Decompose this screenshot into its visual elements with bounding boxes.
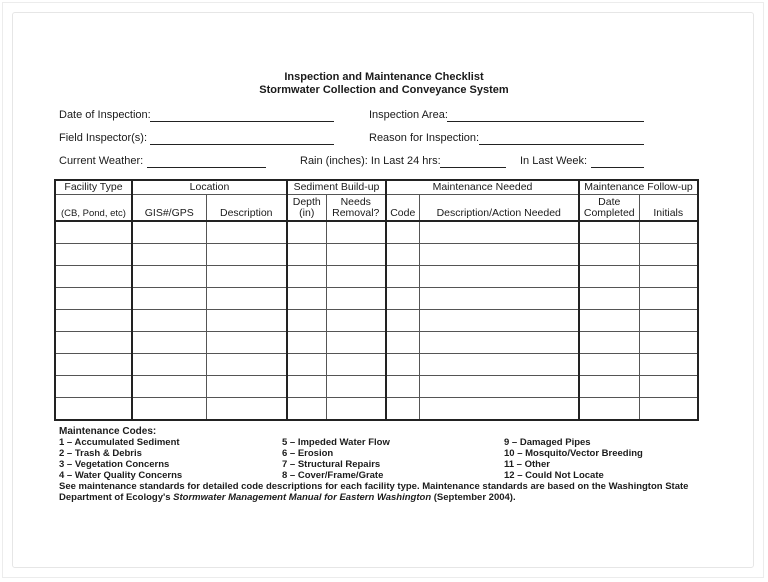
cell-initials[interactable] <box>639 376 698 398</box>
cell-facility-type[interactable] <box>55 332 132 354</box>
cell-code[interactable] <box>386 398 419 421</box>
code-item: 12 – Could Not Locate <box>504 470 604 481</box>
cell-needs-removal[interactable] <box>326 398 386 421</box>
code-item: 7 – Structural Repairs <box>282 459 381 470</box>
cell-code[interactable] <box>386 221 419 244</box>
table-row <box>55 376 698 398</box>
cell-needs-removal[interactable] <box>326 376 386 398</box>
table-row <box>55 398 698 421</box>
cell-depth[interactable] <box>287 266 326 288</box>
code-item: 11 – Other <box>504 459 550 470</box>
cell-description-action[interactable] <box>419 244 579 266</box>
document-title: Inspection and Maintenance Checklist <box>284 71 484 83</box>
cell-facility-type[interactable] <box>55 221 132 244</box>
cell-depth[interactable] <box>287 376 326 398</box>
cell-date-completed[interactable] <box>579 398 639 421</box>
inspection-area-field[interactable] <box>447 121 644 122</box>
header-facility-type: Facility Type <box>55 180 132 195</box>
cell-location-description[interactable] <box>206 376 287 398</box>
cell-gis-gps[interactable] <box>132 398 206 421</box>
cell-gis-gps[interactable] <box>132 288 206 310</box>
cell-location-description[interactable] <box>206 266 287 288</box>
header-sediment-build-up: Sediment Build-up <box>287 180 386 195</box>
cell-facility-type[interactable] <box>55 244 132 266</box>
cell-date-completed[interactable] <box>579 288 639 310</box>
cell-location-description[interactable] <box>206 221 287 244</box>
cell-gis-gps[interactable] <box>132 266 206 288</box>
rain-last-24-field[interactable] <box>440 167 506 168</box>
code-item: 2 – Trash & Debris <box>59 448 142 459</box>
cell-initials[interactable] <box>639 244 698 266</box>
field-inspectors-field[interactable] <box>150 144 334 145</box>
cell-initials[interactable] <box>639 221 698 244</box>
cell-date-completed[interactable] <box>579 244 639 266</box>
cell-initials[interactable] <box>639 310 698 332</box>
cell-initials[interactable] <box>639 288 698 310</box>
cell-initials[interactable] <box>639 354 698 376</box>
cell-date-completed[interactable] <box>579 354 639 376</box>
inspection-area-label: Inspection Area: <box>369 109 448 121</box>
header-maintenance-needed: Maintenance Needed <box>386 180 579 195</box>
note-line-2 <box>59 492 699 503</box>
current-weather-label: Current Weather: <box>59 155 144 167</box>
cell-needs-removal[interactable] <box>326 332 386 354</box>
maintenance-codes-section <box>59 426 689 503</box>
col-gis-gps: GIS#/GPS <box>132 195 206 222</box>
current-weather-field[interactable] <box>147 167 266 168</box>
cell-facility-type[interactable] <box>55 288 132 310</box>
cell-description-action[interactable] <box>419 310 579 332</box>
table-row <box>55 332 698 354</box>
cell-location-description[interactable] <box>206 288 287 310</box>
col-depth: Depth (in) <box>287 195 326 222</box>
cell-needs-removal[interactable] <box>326 266 386 288</box>
table-row <box>55 310 698 332</box>
codes-column-2 <box>282 437 390 481</box>
cell-gis-gps[interactable] <box>132 310 206 332</box>
cell-needs-removal[interactable] <box>326 310 386 332</box>
rain-last-24-label: Rain (inches): In Last 24 hrs: <box>300 155 441 167</box>
col-facility-type: (CB, Pond, etc) <box>55 195 132 222</box>
table-row <box>55 244 698 266</box>
cell-gis-gps[interactable] <box>132 354 206 376</box>
cell-needs-removal[interactable] <box>326 354 386 376</box>
cell-depth[interactable] <box>287 244 326 266</box>
cell-facility-type[interactable] <box>55 354 132 376</box>
col-date-completed: Date Completed <box>579 195 639 222</box>
cell-location-description[interactable] <box>206 354 287 376</box>
document-subtitle: Stormwater Collection and Conveyance System <box>259 84 509 96</box>
cell-location-description[interactable] <box>206 310 287 332</box>
cell-needs-removal[interactable] <box>326 221 386 244</box>
reason-for-inspection-field[interactable] <box>479 144 644 145</box>
table-row <box>55 221 698 244</box>
code-item: 1 – Accumulated Sediment <box>59 437 180 448</box>
date-of-inspection-label: Date of Inspection: <box>59 109 151 121</box>
cell-facility-type[interactable] <box>55 376 132 398</box>
code-item: 8 – Cover/Frame/Grate <box>282 470 384 481</box>
inspection-table <box>54 179 699 421</box>
table-row <box>55 266 698 288</box>
cell-depth[interactable] <box>287 354 326 376</box>
header-maintenance-follow-up: Maintenance Follow-up <box>579 180 698 195</box>
col-needs-removal: Needs Removal? <box>326 195 386 222</box>
cell-code[interactable] <box>386 332 419 354</box>
col-code: Code <box>386 195 419 222</box>
cell-gis-gps[interactable] <box>132 332 206 354</box>
cell-description-action[interactable] <box>419 288 579 310</box>
table-row <box>55 354 698 376</box>
cell-depth[interactable] <box>287 288 326 310</box>
header-location: Location <box>132 180 287 195</box>
cell-gis-gps[interactable] <box>132 244 206 266</box>
code-item: 9 – Damaged Pipes <box>504 437 591 448</box>
cell-code[interactable] <box>386 376 419 398</box>
code-item: 5 – Impeded Water Flow <box>282 437 390 448</box>
field-inspectors-label: Field Inspector(s): <box>59 132 148 144</box>
cell-facility-type[interactable] <box>55 398 132 421</box>
cell-description-action[interactable] <box>419 376 579 398</box>
cell-date-completed[interactable] <box>579 376 639 398</box>
date-of-inspection-field[interactable] <box>150 121 334 122</box>
col-description-action: Description/Action Needed <box>419 195 579 222</box>
cell-location-description[interactable] <box>206 332 287 354</box>
cell-depth[interactable] <box>287 310 326 332</box>
codes-column-3 <box>504 437 643 481</box>
rain-last-week-label: In Last Week: <box>520 155 588 167</box>
cell-facility-type[interactable] <box>55 266 132 288</box>
cell-code[interactable] <box>386 310 419 332</box>
cell-description-action[interactable] <box>419 332 579 354</box>
maintenance-standards-note <box>59 481 699 503</box>
manual-title: Stormwater Management Manual for Eastern Washington <box>173 492 432 503</box>
cell-code[interactable] <box>386 244 419 266</box>
cell-depth[interactable] <box>287 221 326 244</box>
cell-description-action[interactable] <box>419 354 579 376</box>
cell-needs-removal[interactable] <box>326 244 386 266</box>
maintenance-codes-heading: Maintenance Codes: <box>59 426 157 437</box>
cell-gis-gps[interactable] <box>132 221 206 244</box>
cell-date-completed[interactable] <box>579 266 639 288</box>
cell-code[interactable] <box>386 288 419 310</box>
cell-initials[interactable] <box>639 398 698 421</box>
cell-initials[interactable] <box>639 332 698 354</box>
note-line-1: See maintenance standards for detailed code descriptions for each facility type. Maintenance standards are based on the Washington State <box>59 481 689 492</box>
cell-date-completed[interactable] <box>579 310 639 332</box>
rain-last-week-field[interactable] <box>591 167 644 168</box>
note-suffix: (September 2004). <box>431 492 516 503</box>
note-prefix: Department of Ecology's <box>59 492 174 503</box>
cell-code[interactable] <box>386 266 419 288</box>
cell-needs-removal[interactable] <box>326 288 386 310</box>
cell-description-action[interactable] <box>419 266 579 288</box>
cell-description-action[interactable] <box>419 221 579 244</box>
codes-column-1 <box>59 437 182 481</box>
cell-date-completed[interactable] <box>579 221 639 244</box>
cell-depth[interactable] <box>287 398 326 421</box>
cell-facility-type[interactable] <box>55 310 132 332</box>
code-item: 10 – Mosquito/Vector Breeding <box>504 448 643 459</box>
col-initials: Initials <box>639 195 698 222</box>
cell-description-action[interactable] <box>419 398 579 421</box>
cell-depth[interactable] <box>287 332 326 354</box>
code-item: 4 – Water Quality Concerns <box>59 470 183 481</box>
code-item: 3 – Vegetation Concerns <box>59 459 170 470</box>
cell-initials[interactable] <box>639 266 698 288</box>
col-location-description: Description <box>206 195 287 222</box>
code-item: 6 – Erosion <box>282 448 334 459</box>
reason-for-inspection-label: Reason for Inspection: <box>369 132 480 144</box>
cell-gis-gps[interactable] <box>132 376 206 398</box>
cell-location-description[interactable] <box>206 398 287 421</box>
cell-location-description[interactable] <box>206 244 287 266</box>
cell-code[interactable] <box>386 354 419 376</box>
cell-date-completed[interactable] <box>579 332 639 354</box>
table-row <box>55 288 698 310</box>
